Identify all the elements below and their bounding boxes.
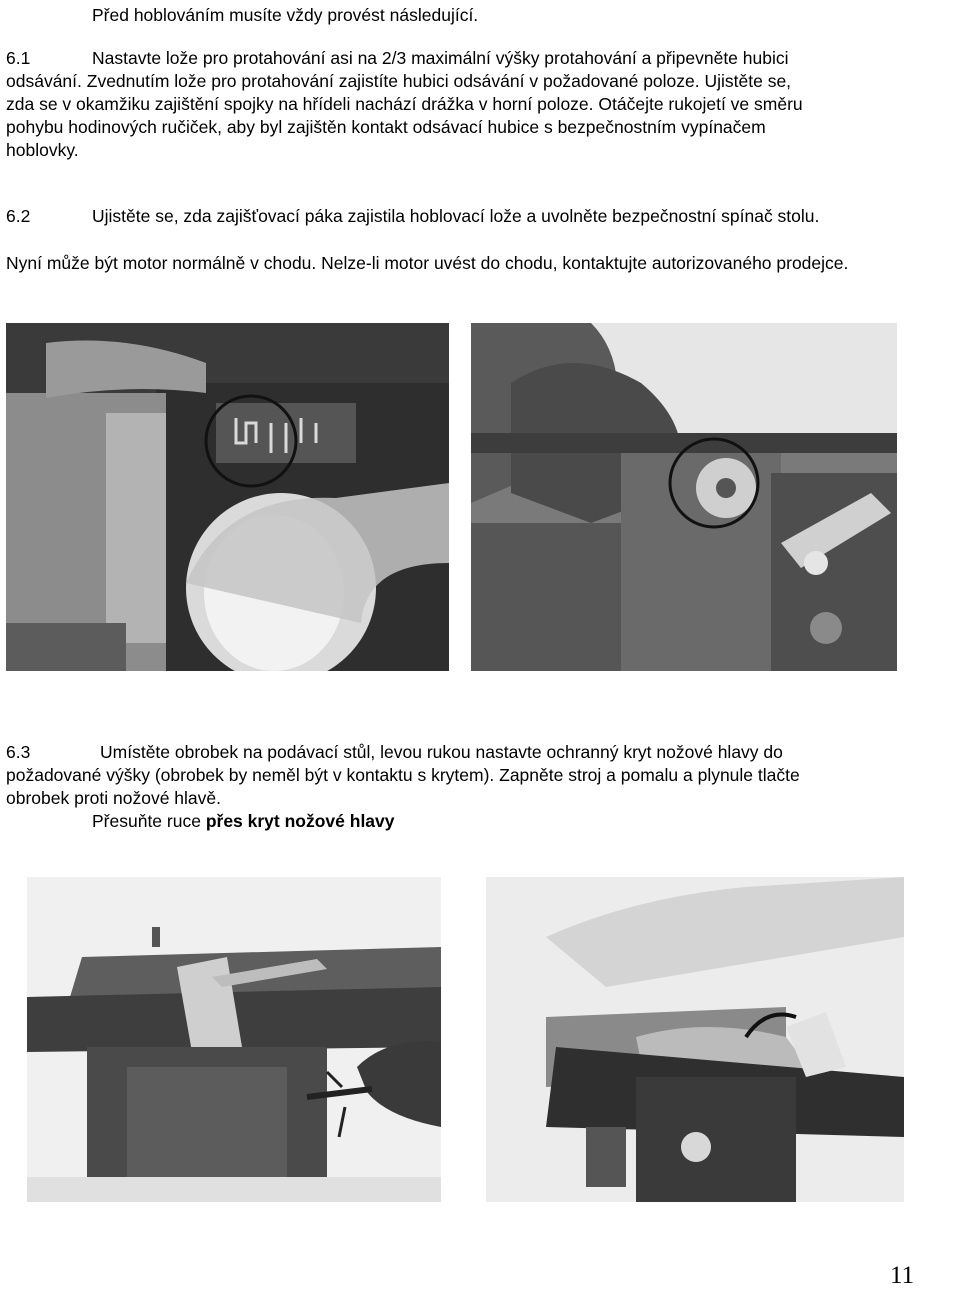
step-6-1-line-1: Nastavte lože pro protahování asi na 2/3 maximální výšky protahování a připevněte hubici — [92, 48, 789, 68]
step-6-1-number: 6.1 — [6, 48, 31, 68]
guard-adjustment-illustration — [27, 877, 441, 1202]
photo-shaft-coupling — [471, 323, 897, 671]
intro-text: Před hoblováním musíte vždy provést následující. — [92, 5, 479, 25]
hands-instruction-bold: přes kryt nožové hlavy — [205, 811, 395, 831]
motor-note: Nyní může být motor normálně v chodu. Nelze-li motor uvést do chodu, kontaktujte autorizovaného prodejce. — [6, 253, 849, 273]
step-6-3-number: 6.3 — [6, 742, 31, 762]
feeding-workpiece-illustration — [486, 877, 904, 1202]
shaft-coupling-illustration — [471, 323, 897, 671]
photo-guard-adjustment — [27, 877, 441, 1202]
step-6-1-line-3: zda se v okamžiku zajištění spojky na hřídeli nachází drážka v horní poloze. Otáčejte rukojetí ve směru — [6, 94, 803, 114]
page-number: 11 — [890, 1262, 915, 1289]
hands-instruction — [92, 810, 395, 833]
step-6-2-text: Ujistěte se, zda zajišťovací páka zajistila hoblovací lože a uvolněte bezpečnostní spínač stolu. — [92, 206, 820, 226]
step-6-1-line-2: odsávání. Zvednutím lože pro protahování zajistíte hubici odsávání v požadované poloze. Ujistěte se, — [6, 71, 792, 91]
step-6-2-number: 6.2 — [6, 206, 31, 226]
hands-instruction-prefix: Přesuňte ruce — [92, 811, 206, 831]
step-6-3-line-2: požadované výšky (obrobek by neměl být v kontaktu s krytem). Zapněte stroj a pomalu a plynule tlačte — [6, 765, 800, 785]
photo-feeding-workpiece — [486, 877, 904, 1202]
step-6-1-line-5: hoblovky. — [6, 140, 79, 160]
step-6-3-line-3: obrobek proti nožové hlavě. — [6, 788, 221, 808]
step-6-1-line-4: pohybu hodinových ručiček, aby byl zajištěn kontakt odsávací hubice s bezpečnostním vypínačem — [6, 117, 766, 137]
photo-extraction-hood — [6, 323, 449, 671]
step-6-3-line-1: Umístěte obrobek na podávací stůl, levou rukou nastavte ochranný kryt nožové hlavy do — [100, 742, 783, 762]
extraction-hood-illustration — [6, 323, 449, 671]
